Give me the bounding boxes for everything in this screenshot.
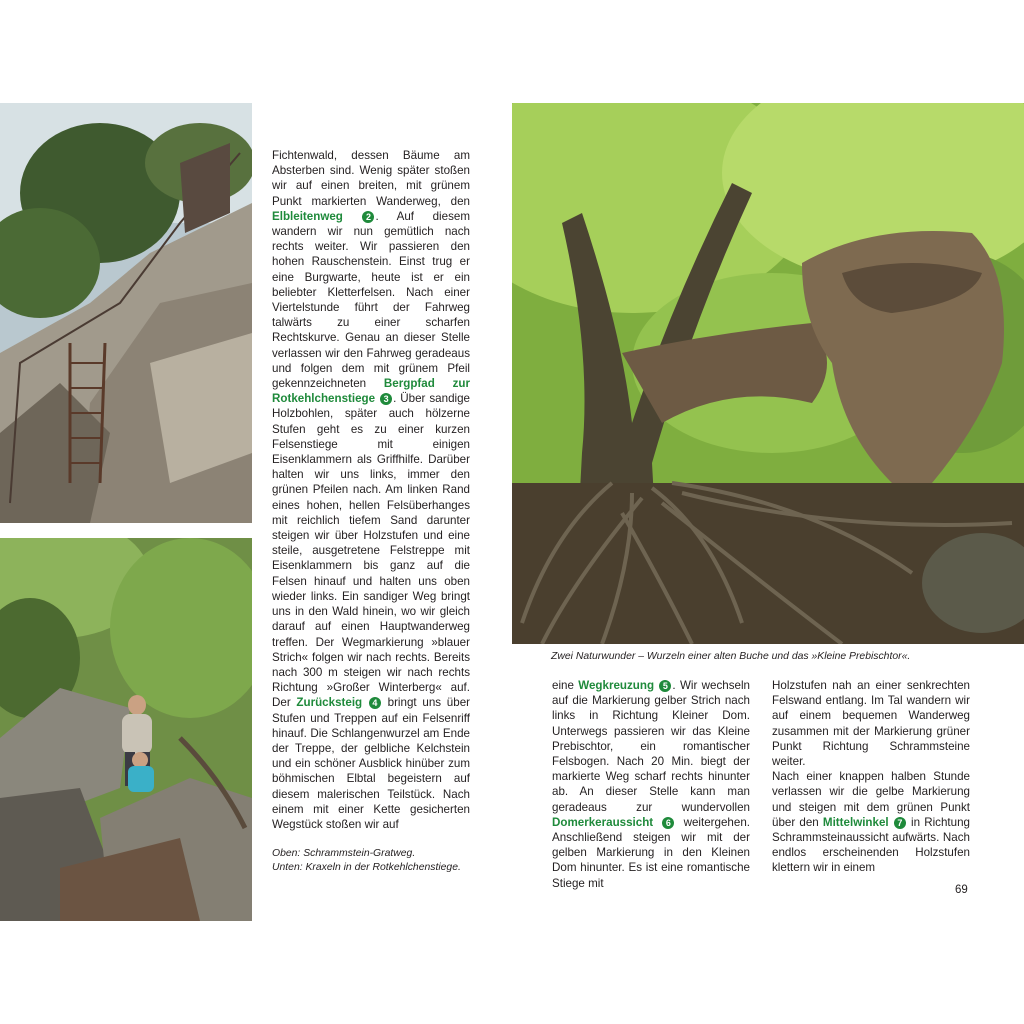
paragraph (272, 148, 470, 832)
waypoint-marker: 4 (369, 697, 381, 709)
paragraph (552, 678, 750, 891)
waypoint-marker: 3 (380, 393, 392, 405)
waypoint-marker: 6 (662, 817, 674, 829)
caption-right-photo: Zwei Naturwunder – Wurzeln einer alten Buche und das »Kleine Prebischtor«. (551, 651, 911, 662)
caption-line: Oben: Schrammstein-Gratweg. (272, 848, 416, 859)
text-run: . Wir wechseln auf die Markierung gelber Strich nach links in Richtung Kleiner Dom. Unterwegs passieren wir das Kleine Prebischtor, ein romantischer Felsbogen. Nach 20 Min. biegt der markierte Weg scharf rechts hinunter ab. An dieser Stelle kann man geradeaus zur wundervollen (552, 679, 750, 814)
route-highlight-wegkreuzung: Wegkreuzung (578, 679, 655, 692)
text-run: . Über sandige Holzbohlen, später auch hölzerne Stufen geht es zu einer kurzen Felsenstiege mit einigen Eisenklammern als Griffhilfe. Darüber halten wir uns links, immer den grünen Pfeilen nach. Am linken Rand eines hohen, hellen Felsüberhanges mit reichlich tiefem Sand darunter steigen wir über Holzstufen und eine steile, ausgetretene Felstreppe mit Eisenklammern bis ganz auf die Felsen hinauf und halten uns oben wieder links. Ein sandiger Weg bringt uns in den Wald hinein, wo wir gleich darauf auf einen Hauptwanderweg treffen. Der Wegmarkierung »blauer Strich« folgen wir nach rechts. Bereits nach 300 m steigen wir nach rechts Richtung »Großer Winterberg« auf. Der (272, 392, 470, 710)
route-highlight-elbleitenweg: Elbleitenweg (272, 209, 343, 223)
photo-kleines-prebischtor (512, 103, 1024, 644)
text-run: in Richtung Schrammsteinaussicht aufwärts. Nach endlos erscheinenden Holzstufen klettern wir in einem (772, 815, 970, 875)
body-text-column-1 (272, 148, 470, 832)
route-highlight-bergpfad: Bergpfad zur Rotkehlchenstiege (272, 377, 470, 406)
waypoint-marker: 5 (659, 680, 671, 692)
text-run: bringt uns über Stufen und Treppen auf ein Felsenriff hinauf. Die Schlangenwurzel am Ende der Treppe, der gelbliche Kelchstein und ein schöner Ausblick hinüber zum böhmischen Elbtal begeistern auf diesem malerischen Teilstück. Nach einem mit einer Kette gesicherten Wegstück stoßen wir auf (272, 696, 470, 831)
text-run: weitergehen. Anschließend steigen wir mit der gelben Markierung in den Kleinen Dom hinunter. Es ist eine romantische Stiege mit (552, 815, 750, 890)
text-run: Nach einer knappen halben Stunde verlassen wir die gelbe Markierung und steigen mit dem grünen Punkt über den (772, 770, 970, 829)
route-highlight-mittelwinkel: Mittelwinkel (822, 815, 889, 829)
waypoint-marker: 2 (362, 211, 374, 223)
paragraph (772, 769, 970, 875)
text-run: . Auf diesem wandern wir nun gemütlich nach rechts weiter. Wir passieren den hohen Rauschenstein. Einst trug er eine Burgwarte, heute ist er ein beliebter Kletterfelsen. Nach einer Viertelstunde führt der Fahrweg talwärts zu einer scharfen Rechtskurve. Genau an dieser Stelle verlassen wir den Fahrweg geradeaus und folgen dem mit grünem Pfeil gekennzeichneten (272, 209, 470, 391)
photo-schrammstein-gratweg (0, 103, 252, 523)
route-highlight-zuruecksteig: Zurücksteig (296, 696, 363, 710)
body-text-column-2 (552, 678, 750, 891)
caption-left-photos (272, 847, 492, 875)
page-number: 69 (955, 884, 968, 896)
text-run: Holzstufen nah an einer senkrechten Felswand entlang. Im Tal wandern wir auf einem bequemen Wanderweg zusammen mit der Markierung grüner Punkt Richtung Schrammsteine weiter. (772, 679, 970, 769)
text-run: eine (552, 679, 579, 692)
caption-line: Unten: Kraxeln in der Rotkehlchenstiege. (272, 862, 461, 873)
photo-rotkehlchenstiege (0, 538, 252, 921)
route-highlight-domerkeraussicht: Domerkeraussicht (552, 815, 654, 829)
text-run: Fichtenwald, dessen Bäume am Absterben sind. Wenig später stoßen wir auf einen breiten, mit grünem Punkt markierten Wanderweg, den (272, 149, 470, 208)
body-text-column-3 (772, 678, 970, 876)
waypoint-marker: 7 (894, 817, 906, 829)
paragraph (772, 678, 970, 769)
